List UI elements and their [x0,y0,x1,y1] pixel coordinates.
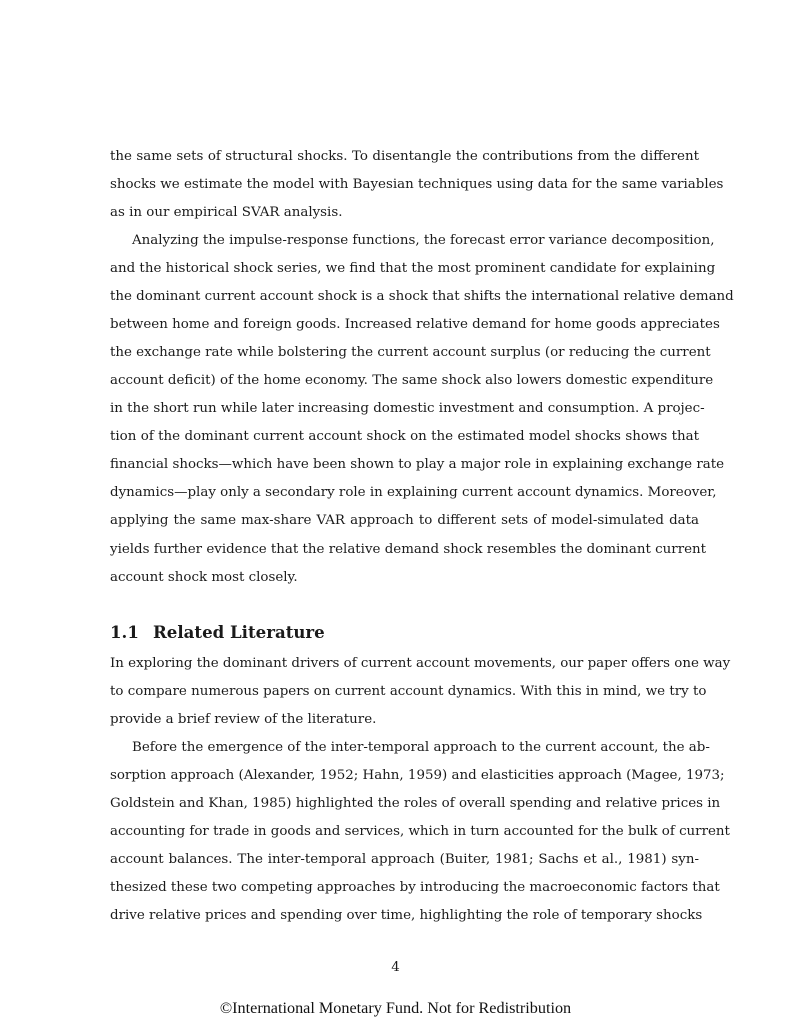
text-line: the same sets of structural shocks. To disentangle the contributions from the different [110,149,699,164]
section-title: Related Literature [153,622,325,642]
text-line: account deficit) of the home economy. The same shock also lowers domestic expenditure [110,373,714,389]
text-line: shocks we estimate the model with Bayesian techniques using data for the same variables [110,177,724,193]
text-line: tion of the dominant current account shock on the estimated model shocks shows that [110,429,699,445]
text-line: applying the same max-share VAR approach to different sets of model-simulated data [110,513,699,529]
paragraph-analysis [110,227,734,592]
section-number: 1.1 [110,622,139,642]
text-line: the exchange rate while bolstering the current account surplus (or reducing the current [110,345,711,361]
text-line: Goldstein and Khan, 1985) highlighted the roles of overall spending and relative prices in [110,796,721,812]
paragraph-literature-intro [110,650,731,734]
text-line: In exploring the dominant drivers of current account movements, our paper offers one way [110,656,731,671]
copyright-footer: ©International Monetary Fund. Not for Redistribution [219,999,572,1017]
text-line: accounting for trade in goods and services, which in turn accounted for the bulk of current [110,824,730,840]
text-line: in the short run while later increasing domestic investment and consumption. A projec- [110,401,705,417]
text-line: thesized these two competing approaches by introducing the macroeconomic factors that [110,880,720,896]
text-line: and the historical shock series, we find that the most prominent candidate for explaining [110,261,716,277]
text-line: between home and foreign goods. Increased relative demand for home goods appreciates [110,317,720,333]
paragraph-intro-continued [110,143,724,227]
text-line: drive relative prices and spending over time, highlighting the role of temporary shocks [110,908,703,924]
text-line: provide a brief review of the literature. [110,712,377,728]
text-line: account shock most closely. [110,569,298,585]
text-line: as in our empirical SVAR analysis. [110,205,343,221]
text-line: Analyzing the impulse-response functions, the forecast error variance decomposition, [132,233,715,248]
text-line: yields further evidence that the relative demand shock resembles the dominant current [110,541,707,557]
text-line: financial shocks—which have been shown to play a major role in explaining exchange rate [110,457,725,473]
text-line: sorption approach (Alexander, 1952; Hahn, 1959) and elasticities approach (Magee, 1973; [110,768,725,784]
text-line: to compare numerous papers on current account dynamics. With this in mind, we try to [110,684,707,700]
page-number: 4 [391,960,400,975]
text-line: Before the emergence of the inter-temporal approach to the current account, the ab- [132,740,710,755]
paragraph-literature-review [110,734,730,930]
text-line: the dominant current account shock is a shock that shifts the international relative demand [110,289,734,305]
text-line: account balances. The inter-temporal approach (Buiter, 1981; Sachs et al., 1981) syn- [110,852,699,868]
section-heading [110,620,325,644]
text-line: dynamics—play only a secondary role in explaining current account dynamics. Moreover, [110,485,717,501]
